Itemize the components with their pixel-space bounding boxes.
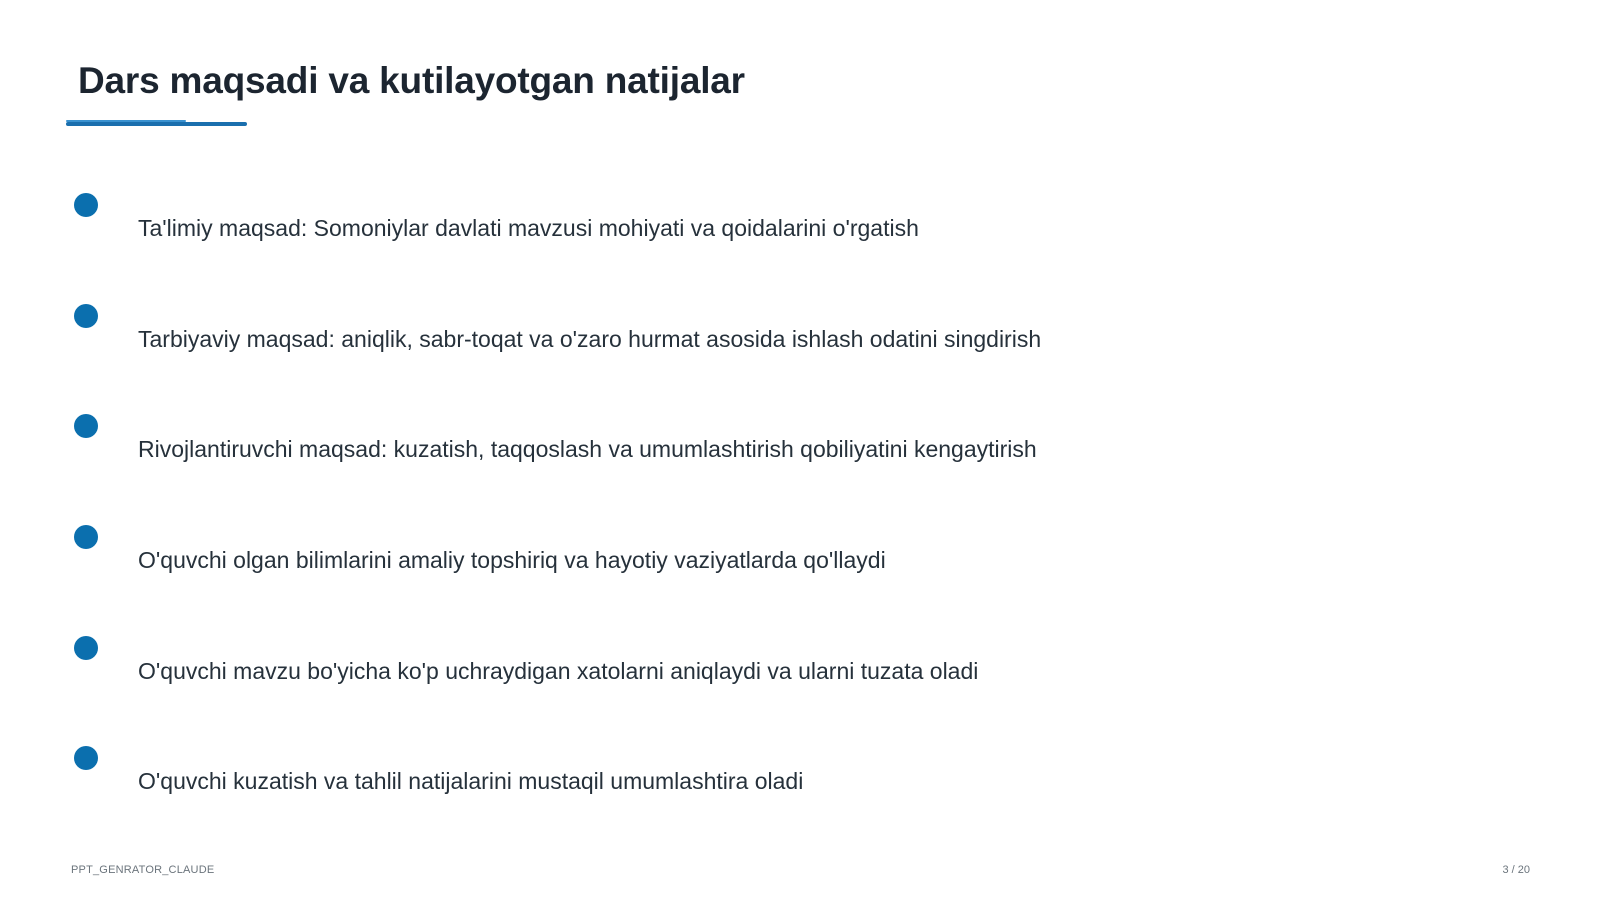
bullet-dot-icon bbox=[74, 525, 98, 549]
bullet-dot-icon bbox=[74, 193, 98, 217]
bullet-text: Rivojlantiruvchi maqsad: kuzatish, taqqoslash va umumlashtirish qobiliyatini kengaytirish bbox=[138, 436, 1037, 462]
bullet-text: O'quvchi mavzu bo'yicha ko'p uchraydigan xatolarni aniqlaydi va ularni tuzata oladi bbox=[138, 658, 979, 684]
bullet-item bbox=[0, 304, 1600, 364]
bullet-item bbox=[0, 636, 1600, 696]
bullet-text: Ta'limiy maqsad: Somoniylar davlati mavzusi mohiyati va qoidalarini o'rgatish bbox=[138, 215, 919, 241]
bullet-text: O'quvchi kuzatish va tahlil natijalarini mustaqil umumlashtira oladi bbox=[138, 768, 804, 794]
bullet-item bbox=[0, 193, 1600, 253]
bullet-item bbox=[0, 414, 1600, 474]
bullet-dot-icon bbox=[74, 304, 98, 328]
bullet-item bbox=[0, 525, 1600, 585]
bullet-dot-icon bbox=[74, 636, 98, 660]
slide-title: Dars maqsadi va kutilayotgan natijalar bbox=[78, 60, 745, 101]
footer-source-label: PPT_GENRATOR_CLAUDE bbox=[71, 864, 215, 876]
bullet-dot-icon bbox=[74, 414, 98, 438]
bullet-text: Tarbiyaviy maqsad: aniqlik, sabr-toqat va o'zaro hurmat asosida ishlash odatini singdirish bbox=[138, 326, 1042, 352]
bullet-item bbox=[0, 746, 1600, 806]
bullet-text: O'quvchi olgan bilimlarini amaliy topshiriq va hayotiy vaziyatlarda qo'llaydi bbox=[138, 547, 886, 573]
bullet-dot-icon bbox=[74, 746, 98, 770]
page-number: 3 / 20 bbox=[1502, 864, 1530, 876]
